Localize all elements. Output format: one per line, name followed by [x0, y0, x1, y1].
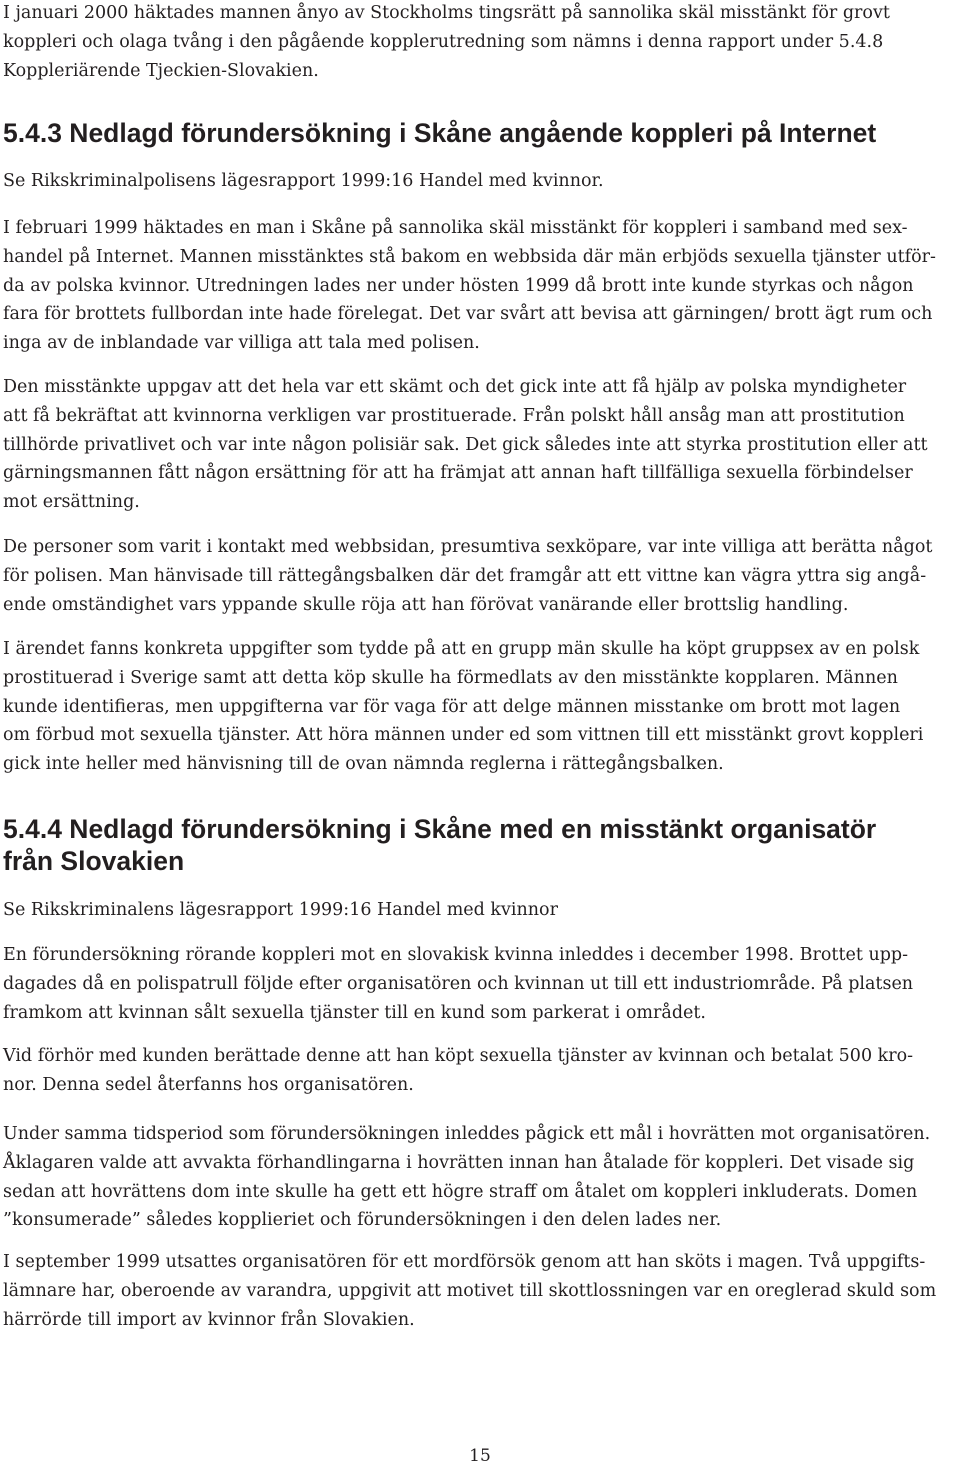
text-line: nor. Denna sedel återfanns hos organisatören. — [3, 1074, 414, 1095]
text-line: Se Rikskriminalens lägesrapport 1999:16 Handel med kvinnor — [3, 900, 558, 920]
text-line: Under samma tidsperiod som förundersökningen inleddes pågick ett mål i hovrätten mot organisatören. — [3, 1124, 931, 1144]
text-line: härrörde till import av kvinnor från Slovakien. — [3, 1309, 415, 1330]
text-line: kunde identifieras, men uppgifterna var för vaga för att delge männen misstanke om brott mot lagen — [3, 696, 901, 717]
text-line: ”konsumerade” således kopplieriet och förundersökningen i den delen lades ner. — [3, 1210, 722, 1231]
text-line: En förundersökning rörande koppleri mot en slovakisk kvinna inleddes i december 1998. Brottet upp- — [3, 945, 909, 965]
paragraph-intro — [3, 0, 890, 85]
paragraph-body — [3, 1042, 913, 1100]
text-line: för polisen. Man hänvisade till rättegångsbalken där det framgår att ett vittne kan vägra yttra sig angå- — [3, 565, 927, 586]
text-line: Vid förhör med kunden berättade denne att han köpt sexuella tjänster av kvinnan och betalat 500 kro- — [3, 1046, 914, 1066]
text-line: fara för brottets fullbordan inte hade förelegat. Det var svårt att bevisa att gärningen/ brott ägt rum och — [3, 304, 933, 325]
paragraph-body — [3, 1120, 930, 1235]
text-line: Koppleriärende Tjeckien-Slovakien. — [3, 60, 319, 81]
text-line: lämnare har, oberoende av varandra, uppgivit att motivet till skottlossningen var en oreglerad skuld som — [3, 1280, 937, 1301]
text-line: framkom att kvinnan sålt sexuella tjänster till en kund som parkerat i området. — [3, 1002, 706, 1023]
text-line: da av polska kvinnor. Utredningen lades ner under hösten 1999 då brott inte kunde styrkas och någon — [3, 275, 914, 296]
heading-line: 5.4.4 Nedlagd förundersökning i Skåne med en misstänkt organisatör — [3, 814, 877, 844]
section-heading-5-4-3 — [3, 117, 876, 149]
text-line: gick inte heller med hänvisning till de ovan nämnda reglerna i rättegångsbalken. — [3, 754, 724, 775]
paragraph-body — [3, 635, 923, 779]
text-line: om förbud mot sexuella tjänster. Att höra männen under ed som vittnen till ett misstänkt grovt koppleri — [3, 725, 924, 746]
text-line: ende omständighet vars yppande skulle röja att han förövat vanärande eller brottslig handling. — [3, 594, 849, 615]
text-line: I ärendet fanns konkreta uppgifter som tydde på att en grupp män skulle ha köpt gruppsex av en polsk — [3, 639, 920, 659]
section-heading-5-4-4 — [3, 813, 876, 877]
text-line: I september 1999 utsattes organisatören för ett mordförsök genom att han sköts i magen. Två uppgifts- — [3, 1252, 926, 1272]
text-line: sedan att hovrättens dom inte skulle ha gett ett högre straff om åtalet om koppleri inkluderats. Domen — [3, 1181, 918, 1202]
paragraph-body — [3, 373, 928, 517]
heading-line: från Slovakien — [3, 846, 185, 876]
text-line: mot ersättning. — [3, 492, 140, 513]
heading-line: 5.4.3 Nedlagd förundersökning i Skåne angående koppleri på Internet — [3, 118, 877, 148]
paragraph-body — [3, 941, 913, 1027]
text-line: handel på Internet. Mannen misstänktes stå bakom en webbsida där män erbjöds sexuella tjänster utför- — [3, 246, 936, 267]
text-line: Åklagaren valde att avvakta förhandlingarna i hovrätten innan han åtalade för koppleri. Det visade sig — [3, 1152, 915, 1173]
paragraph-body — [3, 533, 932, 619]
text-line: inga av de inblandade var villiga att tala med polisen. — [3, 333, 480, 354]
paragraph-body — [3, 1248, 936, 1334]
text-line: att få bekräftat att kvinnorna verkligen var prostituerade. Från polskt håll ansåg man att prostitution — [3, 405, 905, 426]
text-line: Se Rikskriminalpolisens lägesrapport 1999:16 Handel med kvinnor. — [3, 171, 604, 191]
paragraph-body — [3, 214, 936, 358]
text-line: koppleri och olaga tvång i den pågående kopplerutredning som nämns i denna rapport under 5.4.8 — [3, 31, 884, 52]
text-line: Den misstänkte uppgav att det hela var ett skämt och det gick inte att få hjälp av polska myndigheter — [3, 377, 907, 397]
text-line: dagades då en polispatrull följde efter organisatören och kvinnan ut till ett industriområde. På platsen — [3, 973, 914, 994]
text-line: I januari 2000 häktades mannen ånyo av Stockholms tingsrätt på sannolika skäl misstänkt för grovt — [3, 3, 890, 23]
paragraph-reference — [3, 896, 558, 925]
page-number: 15 — [469, 1446, 491, 1466]
text-line: prostituerad i Sverige samt att detta köp skulle ha förmedlats av den misstänkte kopplaren. Männen — [3, 667, 898, 688]
text-line: tillhörde privatlivet och var inte någon polisiär sak. Det gick således inte att styrka prostitution eller att — [3, 434, 928, 455]
paragraph-reference — [3, 167, 604, 196]
text-line: De personer som varit i kontakt med webbsidan, presumtiva sexköpare, var inte villiga att berätta något — [3, 537, 933, 557]
text-line: gärningsmannen fått någon ersättning för att ha främjat att annan haft tillfälliga sexuella förbindelser — [3, 463, 913, 484]
text-line: I februari 1999 häktades en man i Skåne på sannolika skäl misstänkt för koppleri i samband med sex- — [3, 218, 908, 238]
